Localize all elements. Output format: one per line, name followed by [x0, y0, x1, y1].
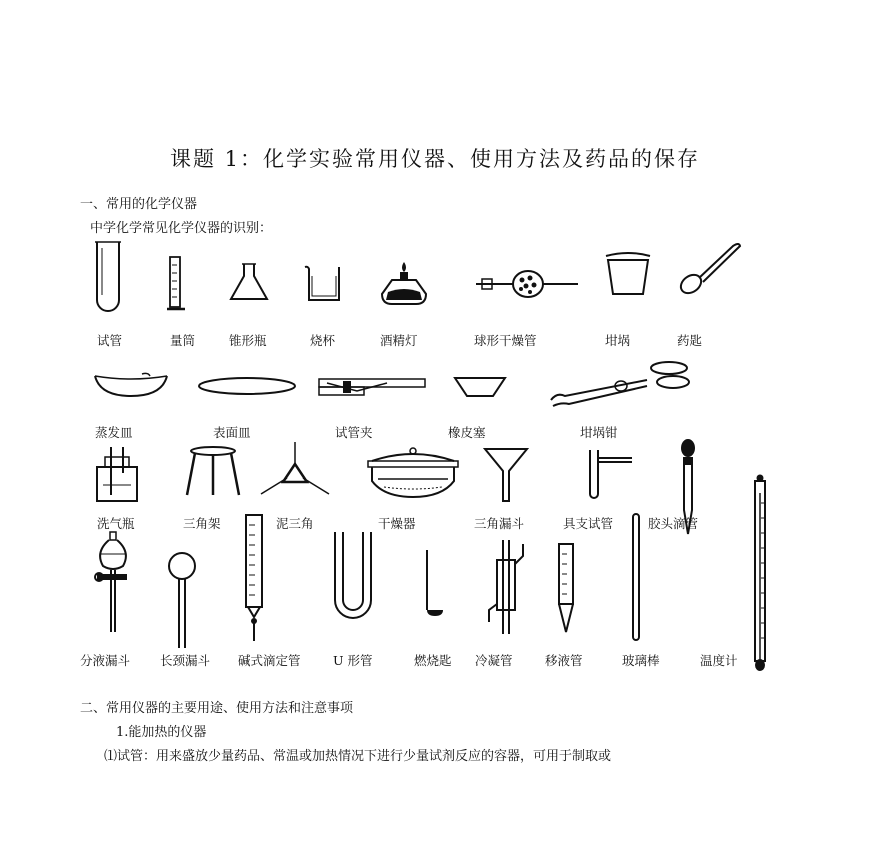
label-condenser: 冷凝管	[475, 653, 513, 668]
glass-rod-icon	[631, 512, 641, 642]
label-tripod: 三角架	[183, 516, 221, 531]
label-desiccator: 干燥器	[378, 516, 416, 531]
conical-flask-icon	[228, 262, 270, 302]
test-tube-icon	[93, 240, 123, 315]
evaporating-dish-icon	[92, 368, 170, 398]
label-beaker: 烧杯	[310, 333, 336, 348]
label-crucible-tongs: 坩埚钳	[580, 425, 618, 440]
label-drying-tube: 球形干燥管	[474, 333, 537, 348]
label-thermometer: 温度计	[700, 653, 738, 668]
label-conical-flask: 锥形瓶	[229, 333, 267, 348]
label-test-tube-holder: 试管夹	[335, 425, 373, 440]
separatory-funnel-icon	[93, 530, 133, 634]
section2-heading: 二、常用仪器的主要用途、使用方法和注意事项	[80, 701, 354, 716]
long-neck-funnel-icon	[166, 550, 198, 650]
funnel-icon	[483, 447, 529, 503]
graduated-cylinder-icon	[165, 255, 187, 313]
label-separatory-funnel: 分液漏斗	[80, 653, 131, 668]
label-long-neck-funnel: 长颈漏斗	[160, 653, 211, 668]
label-crucible: 坩埚	[605, 333, 631, 348]
clay-triangle-icon	[259, 440, 331, 496]
label-side-arm-test-tube: 具支试管	[563, 516, 614, 531]
drying-tube-icon	[474, 268, 580, 300]
label-pipette: 移液管	[545, 653, 583, 668]
gas-washing-bottle-icon	[93, 445, 141, 503]
label-glass-rod: 玻璃棒	[622, 653, 660, 668]
section2-subheading: 1.能加热的仪器	[116, 725, 207, 740]
watch-glass-icon	[197, 376, 297, 396]
beaker-icon	[303, 264, 345, 304]
label-evaporating-dish: 蒸发皿	[95, 425, 133, 440]
crucible-tongs-icon	[547, 360, 693, 410]
label-gas-washing-bottle: 洗气瓶	[97, 516, 135, 531]
rubber-stopper-icon	[453, 375, 507, 399]
label-dropper: 胶头滴管	[648, 516, 699, 531]
base-burette-icon	[240, 513, 268, 643]
label-combustion-spoon: 燃烧匙	[414, 653, 452, 668]
thermometer-icon	[752, 473, 768, 673]
u-tube-icon	[331, 530, 375, 622]
combustion-spoon-icon	[421, 548, 447, 618]
page-title: 课题 1：化学实验常用仪器、使用方法及药品的保存	[169, 147, 701, 171]
desiccator-icon	[364, 447, 462, 499]
paragraph-test-tube: ⑴试管：用来盛放少量药品、常温或加热情况下进行少量试剂反应的容器，可用于制取或	[104, 749, 612, 764]
label-alcohol-lamp: 酒精灯	[380, 333, 418, 348]
side-arm-test-tube-icon	[586, 448, 634, 500]
label-funnel: 三角漏斗	[474, 516, 525, 531]
label-u-tube: U 形管	[333, 653, 373, 668]
crucible-icon	[603, 250, 653, 296]
label-graduated-cylinder: 量筒	[170, 333, 196, 348]
condenser-icon	[483, 538, 531, 636]
pipette-icon	[556, 542, 576, 634]
alcohol-lamp-icon	[378, 260, 430, 308]
test-tube-holder-icon	[317, 375, 427, 399]
label-watch-glass: 表面皿	[213, 425, 251, 440]
section1-heading: 一、常用的化学仪器	[80, 197, 198, 212]
label-spatula: 药匙	[677, 333, 703, 348]
tripod-icon	[183, 445, 243, 497]
label-test-tube: 试管	[97, 333, 123, 348]
label-base-burette: 碱式滴定管	[238, 653, 301, 668]
label-clay-triangle: 泥三角	[276, 516, 314, 531]
label-rubber-stopper: 橡皮塞	[448, 425, 486, 440]
spatula-icon	[677, 240, 743, 298]
section1-subheading: 中学化学常见化学仪器的识别：	[90, 221, 273, 236]
